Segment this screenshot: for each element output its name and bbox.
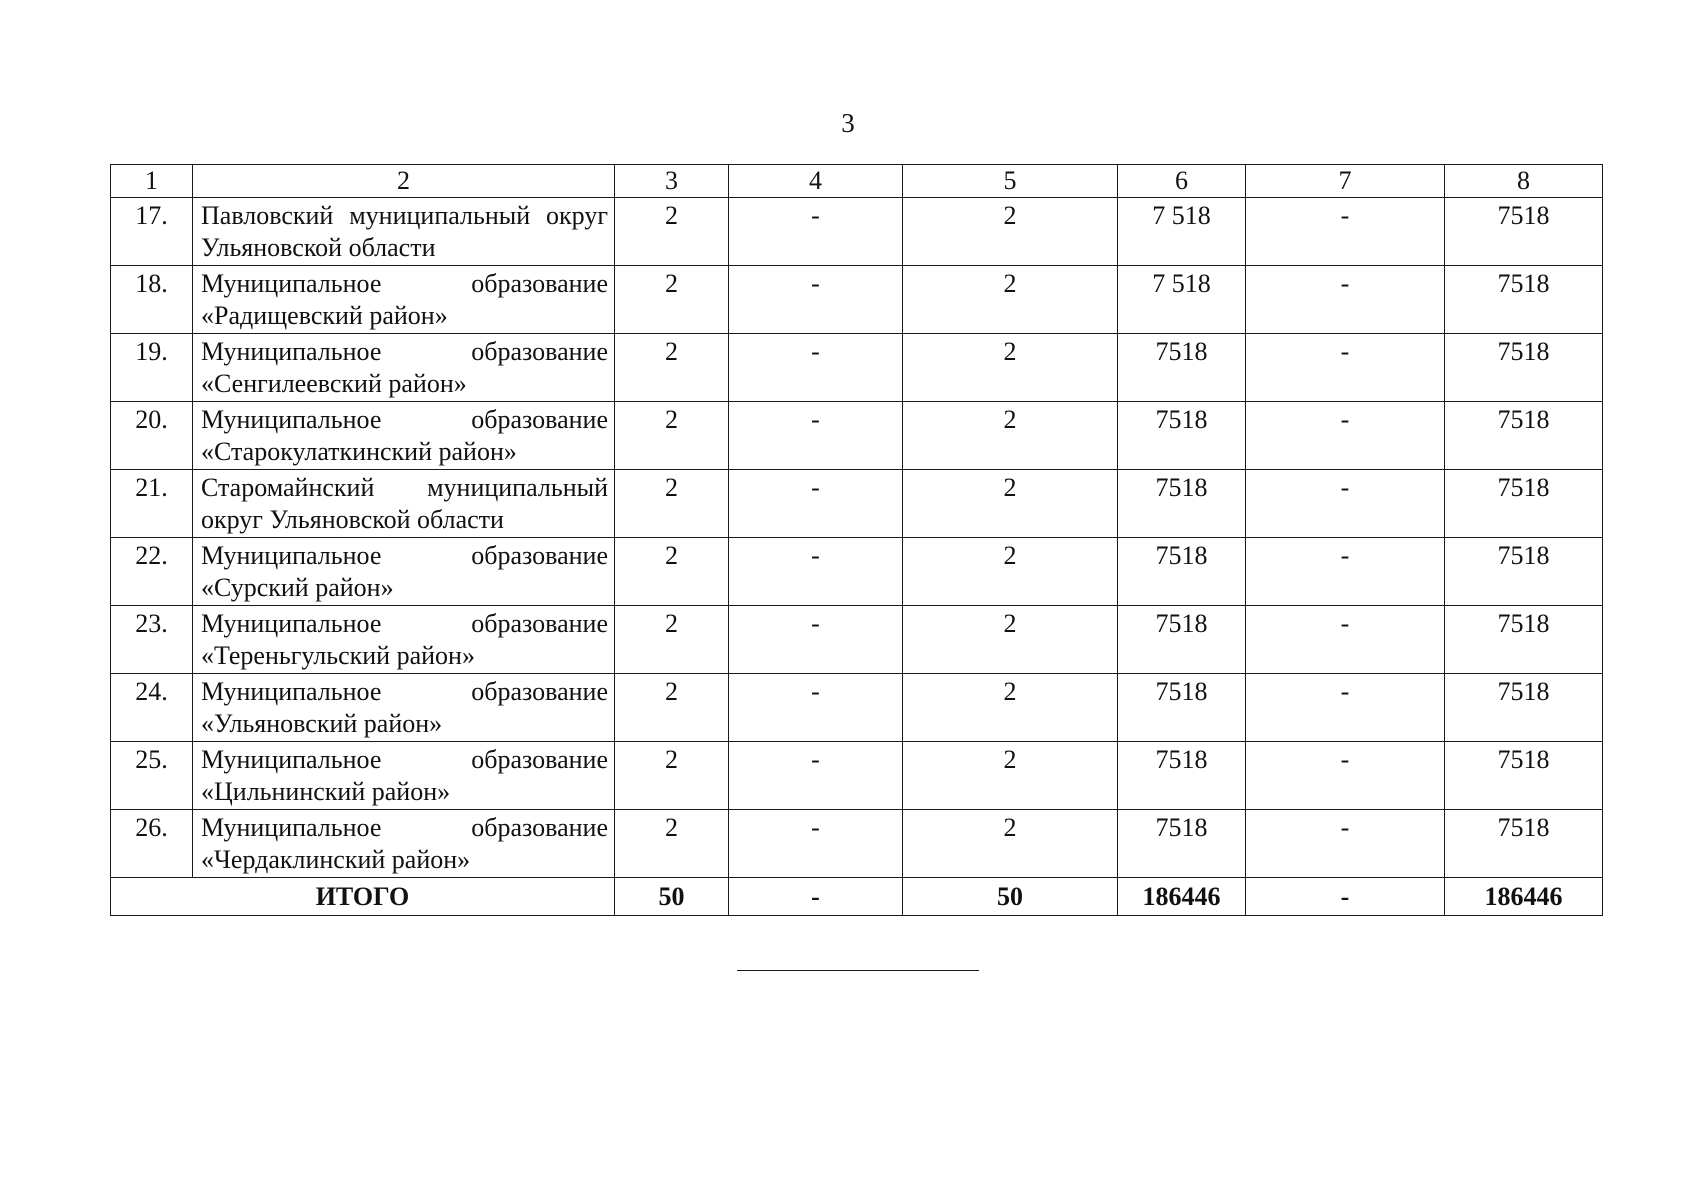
col8-value-cell: 7518 [1445, 402, 1603, 470]
row-number-cell: 24. [111, 674, 193, 742]
total-c3-cell: 50 [615, 878, 729, 916]
col8-value-cell: 7518 [1445, 334, 1603, 402]
total-c5-cell: 50 [903, 878, 1118, 916]
header-cell: 8 [1445, 165, 1603, 198]
col7-value-cell: - [1246, 810, 1445, 878]
municipality-name-cell: Муниципальное образование «Старокулаткинский район» [193, 402, 615, 470]
table-row [111, 810, 1603, 878]
municipality-name-cell: Муниципальное образование «Цильнинский район» [193, 742, 615, 810]
row-number-cell: 26. [111, 810, 193, 878]
col3-value-cell: 2 [615, 470, 729, 538]
col6-value-cell: 7518 [1118, 606, 1246, 674]
col3-value-cell: 2 [615, 402, 729, 470]
table-row [111, 674, 1603, 742]
col6-value-cell: 7518 [1118, 334, 1246, 402]
total-row [111, 878, 1603, 916]
header-cell: 1 [111, 165, 193, 198]
col4-value-cell: - [729, 402, 903, 470]
col5-value-cell: 2 [903, 334, 1118, 402]
col7-value-cell: - [1246, 198, 1445, 266]
col7-value-cell: - [1246, 674, 1445, 742]
col5-value-cell: 2 [903, 402, 1118, 470]
header-cell: 3 [615, 165, 729, 198]
col6-value-cell: 7518 [1118, 402, 1246, 470]
table-row [111, 198, 1603, 266]
col7-value-cell: - [1246, 470, 1445, 538]
table-row [111, 402, 1603, 470]
table-header-row [111, 165, 1603, 198]
col7-value-cell: - [1246, 742, 1445, 810]
municipality-name-cell: Муниципальное образование «Тереньгульский район» [193, 606, 615, 674]
col6-value-cell: 7 518 [1118, 266, 1246, 334]
row-number-cell: 23. [111, 606, 193, 674]
col6-value-cell: 7518 [1118, 742, 1246, 810]
header-cell: 4 [729, 165, 903, 198]
row-number-cell: 21. [111, 470, 193, 538]
row-number-cell: 25. [111, 742, 193, 810]
header-cell: 7 [1246, 165, 1445, 198]
col4-value-cell: - [729, 742, 903, 810]
total-c8-cell: 186446 [1445, 878, 1603, 916]
header-cell: 6 [1118, 165, 1246, 198]
header-cell: 5 [903, 165, 1118, 198]
col8-value-cell: 7518 [1445, 198, 1603, 266]
col8-value-cell: 7518 [1445, 674, 1603, 742]
table-row [111, 606, 1603, 674]
municipality-name-cell: Муниципальное образование «Ульяновский район» [193, 674, 615, 742]
col3-value-cell: 2 [615, 742, 729, 810]
col8-value-cell: 7518 [1445, 742, 1603, 810]
col3-value-cell: 2 [615, 810, 729, 878]
col7-value-cell: - [1246, 334, 1445, 402]
col5-value-cell: 2 [903, 810, 1118, 878]
col3-value-cell: 2 [615, 538, 729, 606]
footer-divider [737, 970, 979, 971]
total-label: ИТОГО [111, 878, 615, 916]
page-number: 3 [841, 108, 855, 138]
total-c4-cell: - [729, 878, 903, 916]
col6-value-cell: 7518 [1118, 470, 1246, 538]
col7-value-cell: - [1246, 606, 1445, 674]
col6-value-cell: 7 518 [1118, 198, 1246, 266]
col8-value-cell: 7518 [1445, 606, 1603, 674]
municipality-name-cell: Муниципальное образование «Радищевский район» [193, 266, 615, 334]
col7-value-cell: - [1246, 402, 1445, 470]
col6-value-cell: 7518 [1118, 674, 1246, 742]
header-cell: 2 [193, 165, 615, 198]
col8-value-cell: 7518 [1445, 470, 1603, 538]
col7-value-cell: - [1246, 266, 1445, 334]
col5-value-cell: 2 [903, 674, 1118, 742]
col5-value-cell: 2 [903, 538, 1118, 606]
allocation-table [110, 164, 1603, 916]
col7-value-cell: - [1246, 538, 1445, 606]
total-c7-cell: - [1246, 878, 1445, 916]
col5-value-cell: 2 [903, 470, 1118, 538]
col8-value-cell: 7518 [1445, 538, 1603, 606]
col4-value-cell: - [729, 674, 903, 742]
municipality-name-cell: Муниципальное образование «Сенгилеевский район» [193, 334, 615, 402]
col6-value-cell: 7518 [1118, 538, 1246, 606]
col8-value-cell: 7518 [1445, 810, 1603, 878]
row-number-cell: 18. [111, 266, 193, 334]
col4-value-cell: - [729, 470, 903, 538]
table-row [111, 470, 1603, 538]
col3-value-cell: 2 [615, 606, 729, 674]
municipality-name-cell: Павловский муниципальный округ Ульяновской области [193, 198, 615, 266]
row-number-cell: 22. [111, 538, 193, 606]
col5-value-cell: 2 [903, 198, 1118, 266]
row-number-cell: 17. [111, 198, 193, 266]
col6-value-cell: 7518 [1118, 810, 1246, 878]
col3-value-cell: 2 [615, 198, 729, 266]
col4-value-cell: - [729, 266, 903, 334]
municipality-name-cell: Старомайнский муниципальный округ Ульяновской области [193, 470, 615, 538]
table-row [111, 538, 1603, 606]
col4-value-cell: - [729, 538, 903, 606]
municipality-name-cell: Муниципальное образование «Чердаклинский район» [193, 810, 615, 878]
table-row [111, 266, 1603, 334]
col4-value-cell: - [729, 334, 903, 402]
row-number-cell: 20. [111, 402, 193, 470]
total-c6-cell: 186446 [1118, 878, 1246, 916]
col3-value-cell: 2 [615, 334, 729, 402]
table-row [111, 742, 1603, 810]
col3-value-cell: 2 [615, 674, 729, 742]
col8-value-cell: 7518 [1445, 266, 1603, 334]
table-row [111, 334, 1603, 402]
col5-value-cell: 2 [903, 266, 1118, 334]
row-number-cell: 19. [111, 334, 193, 402]
col5-value-cell: 2 [903, 742, 1118, 810]
col3-value-cell: 2 [615, 266, 729, 334]
col4-value-cell: - [729, 810, 903, 878]
col5-value-cell: 2 [903, 606, 1118, 674]
municipality-name-cell: Муниципальное образование «Сурский район» [193, 538, 615, 606]
col4-value-cell: - [729, 606, 903, 674]
col4-value-cell: - [729, 198, 903, 266]
